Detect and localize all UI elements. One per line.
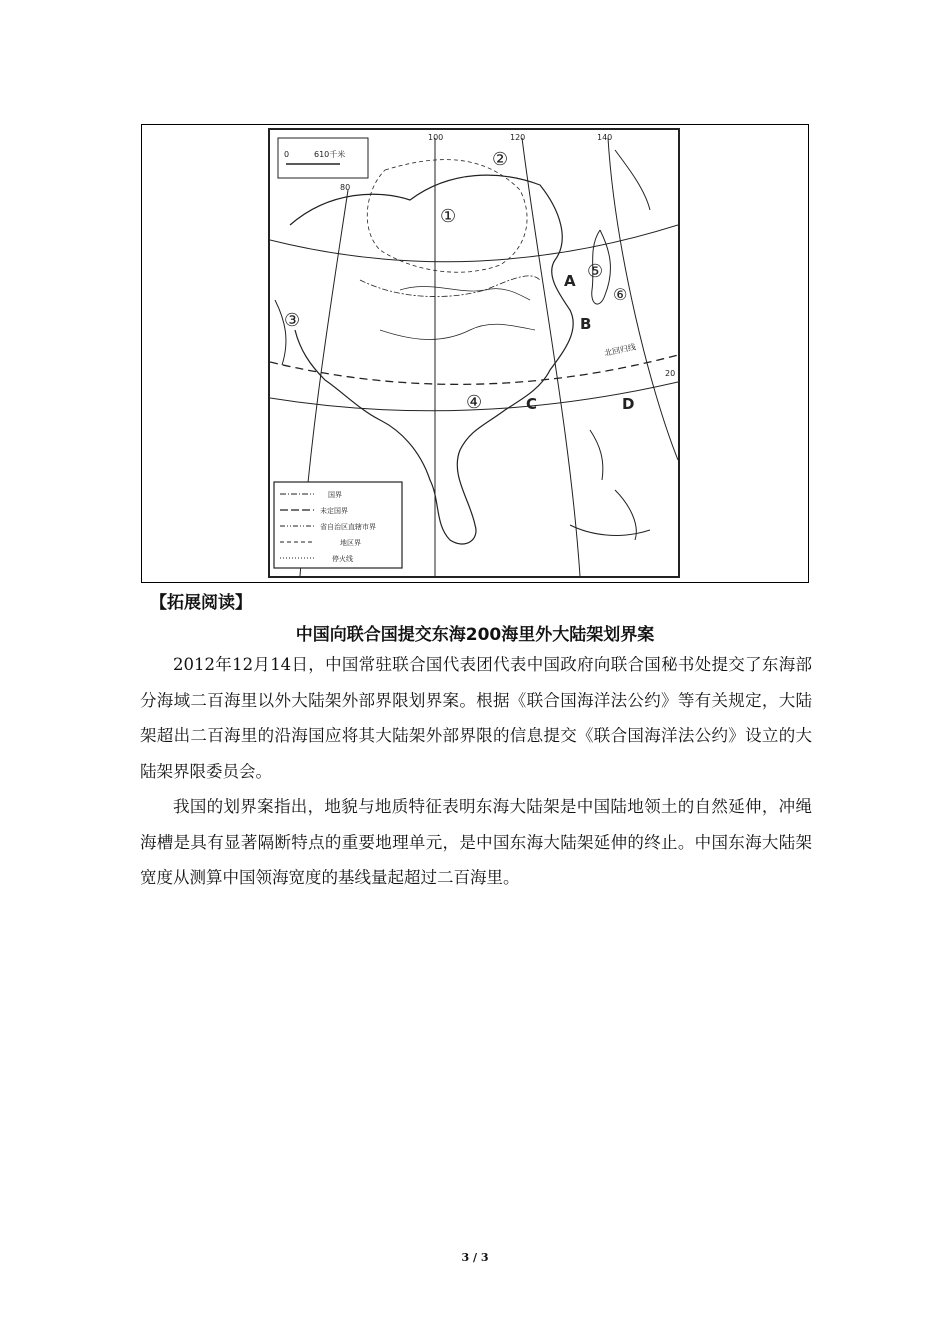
river-yangtze — [380, 324, 535, 339]
marker-6: ⑥ — [613, 285, 628, 304]
legend-label-region: 地区界 — [340, 539, 361, 547]
lon-label-120: 120 — [510, 133, 526, 142]
section-heading: 【拓展阅读】 — [150, 593, 252, 613]
tropic-line — [270, 355, 678, 384]
meridian-120 — [522, 138, 580, 576]
parallel-40 — [270, 225, 678, 262]
legend-label-undetermined: 未定国界 — [320, 507, 348, 515]
map-figure — [268, 128, 680, 578]
province-border — [360, 276, 540, 297]
paragraph-2: 我国的划界案指出，地貌与地质特征表明东海大陆架是中国陆地领土的自然延伸，冲绳海槽是具有显著隔断特点的重要地理单元，是中国东海大陆架延伸的终止。中国东海大陆架宽度从测算中国领海宽度的基线量起超过二百海里。 — [140, 797, 812, 887]
marker-1: ① — [440, 206, 457, 227]
scale-label: 610千米 — [314, 150, 346, 159]
asia-map — [270, 130, 678, 576]
legend-label-border: 国界 — [328, 491, 342, 499]
point-D: D — [622, 395, 635, 413]
legend-label-ceasefire: 停火线 — [332, 555, 353, 563]
marker-3: ③ — [284, 310, 301, 331]
kamchatka-outline — [615, 150, 650, 210]
lon-label-100: 100 — [428, 133, 444, 142]
point-C: C — [526, 395, 538, 413]
river-yellow — [400, 286, 530, 300]
borneo-outline — [570, 525, 650, 535]
lon-label-80: 80 — [340, 183, 351, 192]
article-title: 中国向联合国提交东海200海里外大陆架划界案 — [295, 625, 655, 645]
marker-2: ② — [492, 149, 509, 170]
marker-5: ⑤ — [587, 261, 604, 282]
point-A: A — [564, 272, 576, 290]
point-B: B — [580, 315, 592, 333]
paragraph-1: 2012年12月14日，中国常驻联合国代表团代表中国政府向联合国秘书处提交了东海部分海域二百海里以外大陆架外部界限划界案。根据《联合国海洋法公约》等有关规定，大陆架超出二百海里的沿海国应将其大陆架外部界限的信息提交《联合国海洋法公约》设立的大陆架界限委员会。 — [140, 655, 812, 781]
philippines-outline — [590, 430, 636, 540]
legend-label-province: 省自治区直辖市界 — [320, 523, 376, 531]
lat-label-20: 20 — [665, 369, 676, 378]
page-number: 3 / 3 — [461, 1251, 489, 1264]
marker-4: ④ — [466, 392, 483, 413]
lon-label-140: 140 — [597, 133, 613, 142]
tropic-label: 北回归线 — [603, 342, 637, 358]
map-legend — [274, 482, 402, 568]
scale-zero: 0 — [284, 150, 290, 159]
